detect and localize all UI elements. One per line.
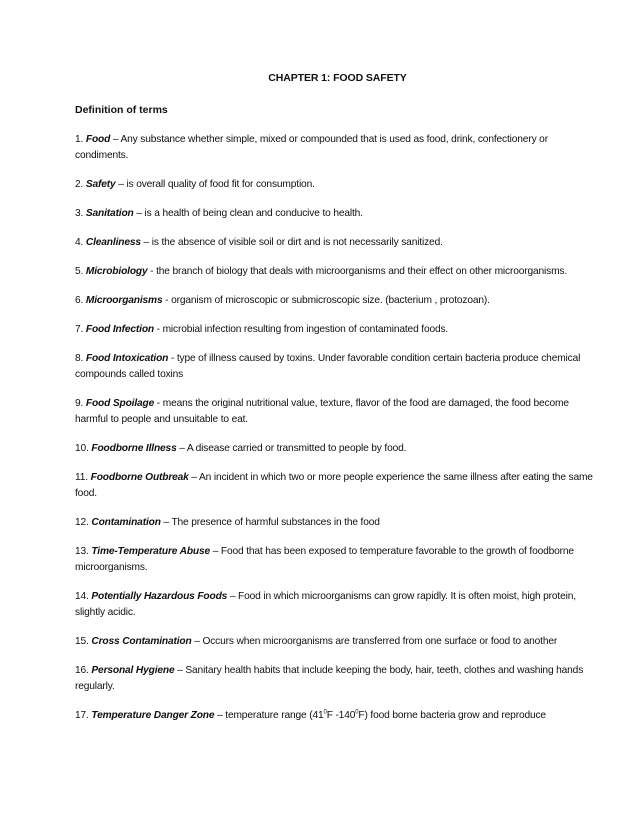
term: Microorganisms: [85, 295, 163, 306]
definition: – Food that has been exposed to temperature favorable to the growth of foodborne microorganisms.: [75, 546, 574, 573]
definition-part-c: F) food borne bacteria grow and reproduce: [358, 710, 546, 721]
definition: – An incident in which two or more people experience the same illness after eating the same food.: [75, 472, 593, 499]
definition: - the branch of biology that deals with microorganisms and their effect on other microorganisms.: [147, 266, 568, 277]
term: Food Spoilage: [85, 398, 155, 409]
term: Foodborne Illness: [91, 443, 177, 454]
definition: – Any substance whether simple, mixed or compounded that is used as food, drink, confectionery or condiments.: [75, 134, 548, 161]
definition-item-8: 8. Food Intoxication - type of illness caused by toxins. Under favorable condition certain bacteria produce chemical compounds called toxins: [75, 353, 581, 380]
definition: – A disease carried or transmitted to people by food.: [176, 443, 407, 454]
term: Temperature Danger Zone: [91, 710, 215, 721]
definition-item-6: 6. Microorganisms - organism of microscopic or submicroscopic size. (bacterium , protozoan).: [75, 295, 490, 306]
definition-item-11: 11. Foodborne Outbreak – An incident in which two or more people experience the same illness after eating the same food.: [75, 472, 593, 499]
definition: – Sanitary health habits that include keeping the body, hair, teeth, clothes and washing hands regularly.: [75, 665, 584, 692]
term: Food Infection: [85, 324, 154, 335]
definition-item-17: 17. Temperature Danger Zone – temperature range ($41^0F$ $-140^0F$) food borne bacteria grow and reproduce: [75, 709, 546, 721]
definition: - organism of microscopic or submicroscopic size. (bacterium , protozoan).: [162, 295, 490, 306]
definition: – is the absence of visible soil or dirt and is not necessarily sanitized.: [140, 237, 443, 248]
definition-item-12: 12. Contamination – The presence of harmful substances in the food: [75, 517, 380, 528]
definition: – is overall quality of food fit for consumption.: [115, 179, 315, 190]
definition-item-13: 13. Time-Temperature Abuse – Food that has been exposed to temperature favorable to the growth of foodborne microorganisms.: [75, 546, 574, 573]
definition: - microbial infection resulting from ingestion of contaminated foods.: [153, 324, 449, 335]
term: Contamination: [91, 517, 161, 528]
definition-item-9: 9. Food Spoilage - means the original nutritional value, texture, flavor of the food are damaged, the food become harmful to people and unsuitable to eat.: [75, 398, 569, 425]
definition-item-10: 10. Foodborne Illness – A disease carried or transmitted to people by food.: [75, 443, 407, 454]
term: Potentially Hazardous Foods: [91, 591, 228, 602]
definition-item-15: 15. Cross Contamination – Occurs when microorganisms are transferred from one surface or food to another: [75, 636, 558, 647]
term: Safety: [85, 179, 116, 190]
definition-item-5: 5. Microbiology - the branch of biology that deals with microorganisms and their effect on other microorganisms.: [75, 266, 568, 277]
definition: - means the original nutritional value, texture, flavor of the food are damaged, the food become harmful to people and unsuitable to eat.: [75, 398, 569, 425]
definition: – Food in which microorganisms can grow rapidly. It is often moist, high protein, slightly acidic.: [75, 591, 576, 618]
section-heading: Definition of terms: [75, 104, 168, 116]
definition: – Occurs when microorganisms are transferred from one surface or food to another: [191, 636, 558, 647]
superscript: 0: [323, 709, 327, 716]
page-title: CHAPTER 1: FOOD SAFETY: [268, 72, 407, 84]
definition-item-4: 4. Cleanliness – is the absence of visible soil or dirt and is not necessarily sanitized.: [75, 237, 443, 248]
term: Time-Temperature Abuse: [91, 546, 211, 557]
definition-item-1: 1. Food – Any substance whether simple, mixed or compounded that is used as food, drink, confectionery or condiments.: [75, 134, 548, 161]
definition-item-14: 14. Potentially Hazardous Foods – Food in which microorganisms can grow rapidly. It is often moist, high protein, slightly acidic.: [75, 591, 576, 618]
term: Microbiology: [85, 266, 148, 277]
definition: - type of illness caused by toxins. Under favorable condition certain bacteria produce chemical compounds called toxins: [75, 353, 581, 380]
definition-item-16: 16. Personal Hygiene – Sanitary health habits that include keeping the body, hair, teeth, clothes and washing hands regularly.: [75, 665, 584, 692]
definition-part-a: – temperature range (41: [214, 710, 324, 721]
term: Personal Hygiene: [91, 665, 175, 676]
term: Cleanliness: [85, 237, 141, 248]
term: Sanitation: [85, 208, 134, 219]
term: Food: [85, 134, 111, 145]
definition: – The presence of harmful substances in the food: [160, 517, 380, 528]
definition-part-b: F -140: [326, 710, 356, 721]
term: Cross Contamination: [91, 636, 192, 647]
definition: – is a health of being clean and conducive to health.: [133, 208, 363, 219]
definition-item-2: 2. Safety – is overall quality of food fit for consumption.: [75, 179, 315, 190]
definition-item-3: 3. Sanitation – is a health of being clean and conducive to health.: [75, 208, 363, 219]
term: Food Intoxication: [85, 353, 169, 364]
superscript: 0: [355, 709, 359, 716]
term: Foodborne Outbreak: [90, 472, 189, 483]
definition-item-7: 7. Food Infection - microbial infection resulting from ingestion of contaminated foods.: [75, 324, 449, 335]
